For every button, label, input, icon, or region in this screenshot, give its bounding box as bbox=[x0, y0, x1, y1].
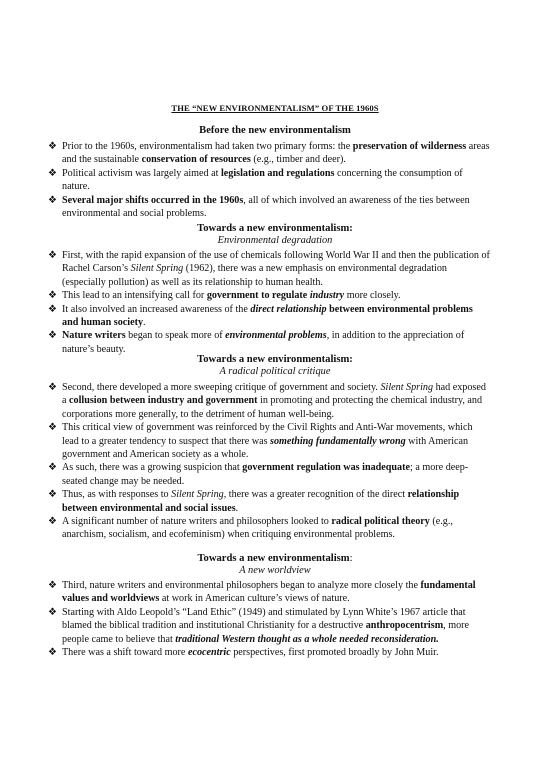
bullet-text-run: preservation of wilderness bbox=[352, 141, 467, 152]
bullet-text-run: Silent Spring bbox=[171, 489, 224, 501]
bullet-item bbox=[48, 381, 490, 421]
bullet-text-run: environmental problems bbox=[225, 330, 327, 342]
section-4-heading bbox=[0, 553, 550, 565]
bullet-text-run: . bbox=[235, 502, 239, 514]
section-4-bullets bbox=[48, 579, 490, 659]
bullet-text-run: government regulation was inadequate bbox=[242, 462, 410, 474]
bullet-item bbox=[48, 329, 490, 356]
bullet-icon: ❖ bbox=[48, 462, 57, 474]
bullet-icon: ❖ bbox=[48, 194, 57, 206]
bullet-text-run: , there was a greater recognition of the direct bbox=[223, 489, 408, 501]
bullet-icon: ❖ bbox=[48, 489, 57, 501]
section-4-heading-text: Towards a new environmentalism bbox=[197, 553, 350, 564]
bullet-text-run: Prior to the 1960s, environmentalism had taken two primary forms: the bbox=[62, 141, 353, 152]
bullet-icon: ❖ bbox=[48, 606, 57, 618]
bullet-text-run: It also involved an increased awareness of the bbox=[62, 303, 251, 315]
section-4-subheading: A new worldview bbox=[239, 565, 311, 576]
section-1-heading: Before the new environmentalism bbox=[199, 125, 351, 136]
bullet-text-run: Nature writers bbox=[62, 330, 126, 342]
bullet-text-run: Third, nature writers and environmental philosophers began to analyze more closely the bbox=[62, 580, 421, 591]
bullet-text-run: between environmental problems and human society bbox=[62, 303, 473, 329]
bullet-text-run: Political activism was largely aimed at bbox=[62, 167, 221, 179]
bullet-text-run: legislation and regulations bbox=[220, 167, 335, 179]
section-1-bullets bbox=[48, 140, 490, 220]
bullet-text-run: ; a more deep-seated change may be needed. bbox=[62, 462, 469, 487]
bullet-text-run: began to speak more of bbox=[125, 330, 226, 342]
bullet-icon: ❖ bbox=[48, 141, 57, 152]
section-2-heading: Towards a new environmentalism: bbox=[197, 223, 353, 234]
bullet-icon: ❖ bbox=[48, 422, 57, 434]
bullet-item bbox=[48, 303, 490, 330]
bullet-text-run: something fundamentally wrong bbox=[270, 435, 406, 447]
bullet-item bbox=[48, 421, 490, 461]
bullet-text-run: concerning the consumption of nature. bbox=[62, 167, 463, 193]
bullet-icon: ❖ bbox=[48, 330, 57, 342]
bullet-text-run: This critical view of government was reinforced by the Civil Rights and Anti-War movements, which lead to a greater tendency to suspect that there was bbox=[62, 422, 473, 447]
bullet-item bbox=[48, 606, 490, 646]
bullet-item bbox=[48, 646, 490, 659]
section-3-subheading: A radical political critique bbox=[219, 366, 331, 377]
bullet-text-run: . bbox=[143, 317, 146, 329]
bullet-text-run: traditional Western thought as a whole needed reconsideration. bbox=[175, 633, 439, 645]
bullet-text-run: Silent Spring bbox=[130, 263, 184, 275]
bullet-text-run: areas and the sustainable bbox=[62, 141, 490, 166]
bullet-icon: ❖ bbox=[48, 290, 57, 302]
section-3-bullets bbox=[48, 381, 490, 542]
bullet-text-run: anthropocentrism bbox=[365, 620, 444, 632]
bullet-icon: ❖ bbox=[48, 167, 57, 179]
bullet-text-run: conservation of resources bbox=[141, 154, 251, 166]
bullet-text-run: government to regulate bbox=[206, 290, 310, 302]
bullet-item bbox=[48, 488, 490, 515]
bullet-text-run: , in addition to the appreciation of nature’s beauty. bbox=[62, 330, 465, 355]
bullet-text-run: A significant number of nature writers and philosophers looked to bbox=[62, 516, 332, 528]
section-3-heading: Towards a new environmentalism: bbox=[197, 354, 353, 365]
bullet-text-run: Thus, as with responses to bbox=[62, 489, 172, 501]
bullet-text-run: with American government and American society as a whole. bbox=[62, 435, 469, 461]
bullet-text-run: radical political theory bbox=[331, 516, 430, 528]
bullet-icon: ❖ bbox=[48, 516, 57, 528]
bullet-text-run: (1962), there was a new emphasis on environmental degradation (especially pollution) as well as its relationship to human health. bbox=[62, 263, 447, 288]
bullet-icon: ❖ bbox=[48, 303, 57, 315]
bullet-text-run: more closely. bbox=[344, 290, 401, 302]
page-title: THE “NEW ENVIRONMENTALISM” OF THE 1960S bbox=[171, 103, 379, 113]
bullet-icon: ❖ bbox=[48, 647, 57, 659]
bullet-text-run: (e.g., timber and deer). bbox=[250, 154, 346, 166]
bullet-icon: ❖ bbox=[48, 250, 57, 261]
bullet-item bbox=[48, 194, 490, 221]
bullet-text-run: , all of which involved an awareness of the ties between environmental and social problems. bbox=[62, 194, 470, 220]
bullet-text-run: As such, there was a growing suspicion that bbox=[62, 462, 243, 474]
section-4-heading-colon: : bbox=[349, 553, 353, 564]
bullet-text-run: (e.g., anarchism, socialism, and ecofeminism) when critiquing environmental problems. bbox=[62, 516, 453, 541]
bullet-text-run: There was a shift toward more bbox=[62, 647, 188, 659]
bullet-text-run: industry bbox=[309, 290, 345, 302]
bullet-text-run: ecocentric bbox=[187, 647, 231, 659]
bullet-text-run: Second, there developed a more sweeping critique of government and society. bbox=[62, 382, 381, 393]
bullet-item bbox=[48, 249, 490, 289]
bullet-text-run: perspectives, first promoted broadly by John Muir. bbox=[230, 647, 439, 659]
bullet-item bbox=[48, 515, 490, 542]
bullet-item bbox=[48, 579, 490, 606]
bullet-text-run: collusion between industry and government bbox=[69, 395, 258, 407]
bullet-item bbox=[48, 461, 490, 488]
section-2-subheading: Environmental degradation bbox=[217, 235, 333, 246]
bullet-text-run: had exposed a bbox=[62, 382, 486, 407]
bullet-text-run: in promoting and protecting the chemical industry, and corporations more generally, to the detriment of human well-being. bbox=[62, 395, 483, 420]
bullet-item bbox=[48, 289, 490, 302]
bullet-text-run: This lead to an intensifying call for bbox=[62, 290, 207, 302]
bullet-text-run: at work in American culture’s views of nature. bbox=[159, 593, 350, 605]
bullet-text-run: Starting with Aldo Leopold’s “Land Ethic” (1949) and stimulated by Lynn White’s 1967 article that blamed the biblical tradition and institutional Christianity for a destructive bbox=[62, 606, 466, 632]
bullet-text-run: Silent Spring bbox=[380, 382, 434, 393]
bullet-text-run: Several major shifts occurred in the 1960s bbox=[62, 194, 244, 206]
bullet-item bbox=[48, 140, 490, 167]
bullet-text-run: fundamental values and worldviews bbox=[62, 580, 476, 605]
bullet-text-run: First, with the rapid expansion of the use of chemicals following World War II and then the publication of Rachel Carson’s bbox=[62, 250, 490, 275]
bullet-icon: ❖ bbox=[48, 580, 57, 591]
bullet-text-run: direct relationship bbox=[250, 303, 327, 315]
bullet-text-run: , more people came to believe that bbox=[62, 620, 469, 645]
section-2-bullets bbox=[48, 249, 490, 356]
bullet-icon: ❖ bbox=[48, 382, 57, 393]
bullet-text-run: relationship between environmental and social issues bbox=[62, 489, 460, 514]
bullet-item bbox=[48, 167, 490, 194]
